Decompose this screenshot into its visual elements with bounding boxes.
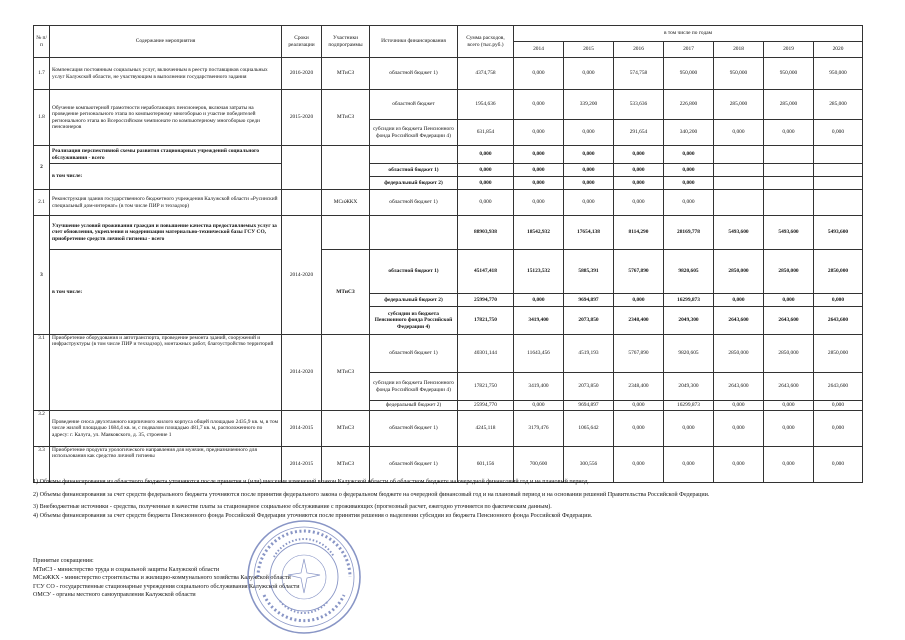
cell-value: 0,000 <box>714 401 764 411</box>
footnotes <box>33 478 863 520</box>
row-total: 4245,118 <box>458 411 514 447</box>
row-subtext: в том числе: <box>50 164 282 190</box>
row-participant: МТиСЗ <box>322 447 370 483</box>
cell-value: 0,000 <box>514 177 564 190</box>
table-header-row <box>34 26 863 42</box>
row-source: субсидии из бюджета Пенсионного фонда Российской Федерации 4) <box>370 307 458 335</box>
cell-value: 0,000 <box>514 190 564 216</box>
cell-value: 0,000 <box>514 164 564 177</box>
header-year: 2018 <box>714 42 764 58</box>
row-num: 2.1 <box>34 190 50 216</box>
cell-value: 0,000 <box>564 146 614 164</box>
row-total: 0,000 <box>458 190 514 216</box>
row-text: Улучшение условий проживания граждан и повышение качества предоставляемых услуг за счет обновления, укрепления и модернизации материально-технической базы ГСУ СО, приобретение средств личной гигиены - всего <box>50 216 282 250</box>
cell-value: 0,000 <box>664 146 714 164</box>
cell-value: 0,000 <box>514 146 564 164</box>
cell-value: 2643,600 <box>764 307 814 335</box>
cell-value: 5493,600 <box>714 216 764 250</box>
row-num: 3.2 <box>34 411 50 447</box>
cell-value: 0,000 <box>514 294 564 307</box>
cell-value: 0,000 <box>814 447 863 483</box>
row-source <box>370 146 458 164</box>
row-source: субсидии из бюджета Пенсионного фонда Российской Федерации 4) <box>370 120 458 146</box>
row-total: 631,854 <box>458 120 514 146</box>
row-text: Приобретение оборудования и автотранспорта, проведение ремонта зданий, сооружений и инфраструктуры (в том числе ПИР и техзадзор), монтажных работ, благоустройство территорий <box>50 335 282 411</box>
cell-value: 16299,873 <box>664 401 714 411</box>
row-text: Реконструкция здания государственного бюджетного учреждения Калужской области «Русинский специальный дом-интернат» (в том числе ПИР и техзадзор) <box>50 190 282 216</box>
row-term <box>282 146 322 190</box>
cell-value: 0,000 <box>564 177 614 190</box>
row-num: 1.8 <box>34 90 50 146</box>
cell-value: 285,000 <box>714 90 764 120</box>
row-total: 0,000 <box>458 177 514 190</box>
cell-value: 3419,400 <box>514 307 564 335</box>
cell-value: 0,000 <box>514 90 564 120</box>
row-source: областной бюджет 1) <box>370 411 458 447</box>
row-text: Реализация перспективной схемы развития стационарных учреждений социального обслуживания - всего <box>50 146 282 164</box>
row-total: 25994,770 <box>458 401 514 411</box>
cell-value: 2850,000 <box>714 335 764 373</box>
row-term: 2014-2020 <box>282 216 322 335</box>
table-row <box>34 190 863 216</box>
cell-value: 5767,890 <box>614 335 664 373</box>
row-text: Обучение компьютерной грамотности неработающих пенсионеров, включая затраты на проведение регионального этапа по компьютерному многоборью и участие победителей регионального этапа во Всероссийском чемпионате по компьютерному многоборью среди пенсионеров <box>50 90 282 146</box>
cell-value: 9694,897 <box>564 401 614 411</box>
row-num: 3.3 <box>34 447 50 483</box>
cell-value: 3179,476 <box>514 411 564 447</box>
cell-value: 300,556 <box>564 447 614 483</box>
row-total: 40301,144 <box>458 335 514 373</box>
row-source: областной бюджет 1) <box>370 447 458 483</box>
official-seal-stamp <box>244 517 364 637</box>
row-term: 2014-2015 <box>282 411 322 447</box>
cell-value: 0,000 <box>514 401 564 411</box>
cell-value: 0,000 <box>714 411 764 447</box>
cell-value: 2850,000 <box>764 335 814 373</box>
cell-value: 533,636 <box>614 90 664 120</box>
cell-value: 0,000 <box>614 411 664 447</box>
header-year: 2017 <box>664 42 714 58</box>
row-participant <box>322 216 370 250</box>
cell-value: 18542,932 <box>514 216 564 250</box>
cell-value: 0,000 <box>814 401 863 411</box>
table-row <box>34 164 863 177</box>
cell-value: 339,200 <box>564 90 614 120</box>
table-row <box>34 90 863 120</box>
row-text: Проведение сноса двухэтажного кирпичного жилого корпуса общей площадью 2435,9 кв. м, в том числе жилой площадью 1684,4 кв. м, с подвалом площадью 481,7 кв. м, расположенного по адресу: г. Калуга, ул. Маяковского, д. 35, строение 1 <box>50 411 282 447</box>
header-participants: Участники подпрограммы <box>322 26 370 58</box>
cell-value: 2643,600 <box>814 373 863 401</box>
cell-value: 0,000 <box>564 190 614 216</box>
cell-value: 17654,138 <box>564 216 614 250</box>
cell-value: 2643,600 <box>714 373 764 401</box>
footnote-3: 3) Внебюджетные источники - средства, полученные в качестве платы за стационарное социальное обслуживание с проживающих (прогнозный расчет, ежегодно уточняется по фактическим данным). <box>33 504 552 511</box>
cell-value: 950,000 <box>714 58 764 90</box>
cell-value: 2643,600 <box>764 373 814 401</box>
cell-value: 0,000 <box>664 447 714 483</box>
row-source: областной бюджет 1) <box>370 164 458 177</box>
abbreviation-item: МСиЖКХ - министерство строительства и жилищно-коммунального хозяйства Калужской области <box>33 575 291 582</box>
cell-value: 0,000 <box>614 294 664 307</box>
cell-value: 0,000 <box>614 177 664 190</box>
cell-value: 5885,391 <box>564 250 614 294</box>
cell-value: 0,000 <box>814 294 863 307</box>
cell-value: 0,000 <box>664 177 714 190</box>
cell-value: 9694,897 <box>564 294 614 307</box>
financing-table <box>33 25 863 483</box>
row-source: областной бюджет 1) <box>370 335 458 373</box>
cell-value: 226,800 <box>664 90 714 120</box>
cell-value: 0,000 <box>614 164 664 177</box>
cell-value: 1065,642 <box>564 411 614 447</box>
cell-value: 2348,400 <box>614 307 664 335</box>
row-participant: МТиСЗ <box>322 90 370 146</box>
cell-value: 950,000 <box>814 58 863 90</box>
cell-value: 0,000 <box>764 411 814 447</box>
cell-value: 574,758 <box>614 58 664 90</box>
cell-value: 0,000 <box>564 120 614 146</box>
header-year: 2015 <box>564 42 614 58</box>
cell-value: 0,000 <box>614 447 664 483</box>
cell-value: 291,654 <box>614 120 664 146</box>
table-row <box>34 335 863 373</box>
row-num: 1.7 <box>34 58 50 90</box>
row-source: федеральный бюджет 2) <box>370 401 458 411</box>
cell-value: 15123,532 <box>514 250 564 294</box>
cell-value: 0,000 <box>764 447 814 483</box>
cell-value: 0,000 <box>514 120 564 146</box>
cell-value: 0,000 <box>814 411 863 447</box>
cell-value: 950,000 <box>764 58 814 90</box>
cell-value: 0,000 <box>614 190 664 216</box>
cell-value: 8114,290 <box>614 216 664 250</box>
cell-value: 0,000 <box>714 294 764 307</box>
row-subtext: в том числе: <box>50 250 282 335</box>
row-participant: МТиСЗ <box>322 411 370 447</box>
header-content: Содержание мероприятия <box>50 26 282 58</box>
cell-value: 0,000 <box>764 401 814 411</box>
row-term: 2014-2015 <box>282 447 322 483</box>
abbreviation-item: МТиСЗ - министерство труда и социальной защиты Калужской области <box>33 566 220 573</box>
cell-value: 340,200 <box>664 120 714 146</box>
row-source: областной бюджет 1) <box>370 58 458 90</box>
cell-value: 285,000 <box>814 90 863 120</box>
cell-value: 0,000 <box>664 411 714 447</box>
row-source: субсидии из бюджета Пенсионного фонда Российской Федерации 4) <box>370 373 458 401</box>
row-total: 601,156 <box>458 447 514 483</box>
header-sources: Источники финансирования <box>370 26 458 58</box>
cell-value: 0,000 <box>614 401 664 411</box>
cell-value: 285,000 <box>764 90 814 120</box>
cell-value: 0,000 <box>564 164 614 177</box>
cell-value: 3419,400 <box>514 373 564 401</box>
cell-value: 2049,300 <box>664 307 714 335</box>
row-total: 17821,750 <box>458 373 514 401</box>
table-row <box>34 250 863 294</box>
header-total: Сумма расходов, всего (тыс.руб.) <box>458 26 514 58</box>
cell-value: 950,000 <box>664 58 714 90</box>
row-num: 3 <box>34 216 50 335</box>
row-participant: МТиСЗ <box>322 250 370 335</box>
header-year: 2016 <box>614 42 664 58</box>
row-term: 2015-2020 <box>282 90 322 146</box>
table-row <box>34 58 863 90</box>
row-num: 3.1 <box>34 335 50 411</box>
cell-value: 2049,300 <box>664 373 714 401</box>
row-total: 0,000 <box>458 164 514 177</box>
row-text: Компенсация постоянным социальных услуг, включенным в реестр поставщиков социальных услуг Калужской области, не участвующим в выполнении государственного задания <box>50 58 282 90</box>
cell-value: 2073,850 <box>564 373 614 401</box>
row-total: 45147,418 <box>458 250 514 294</box>
row-participant <box>322 146 370 190</box>
header-num: № п/п <box>34 26 50 58</box>
footnote-2: 2) Объемы финансирования за счет средств федерального бюджета уточняются после принятия федерального закона о федеральном бюджете на очередной финансовый год и на плановый период и на основании решений Правительства Российской Федерации. <box>33 491 710 498</box>
row-participant: МТиСЗ <box>322 58 370 90</box>
cell-value: 700,600 <box>514 447 564 483</box>
cell-value: 0,000 <box>514 58 564 90</box>
row-total: 0,000 <box>458 146 514 164</box>
cell-value: 2643,600 <box>714 307 764 335</box>
cell-value: 2850,000 <box>814 250 863 294</box>
table-row <box>34 216 863 250</box>
row-participant: МТиСЗ <box>322 335 370 411</box>
cell-value: 2850,000 <box>764 250 814 294</box>
cell-value: 2348,400 <box>614 373 664 401</box>
cell-value: 0,000 <box>764 294 814 307</box>
cell-value: 0,000 <box>614 146 664 164</box>
header-by-years: в том числе по годам <box>514 26 863 42</box>
cell-value: 2073,850 <box>564 307 614 335</box>
row-source: областной бюджет <box>370 90 458 120</box>
cell-value: 9820,605 <box>664 250 714 294</box>
header-terms: Сроки реализации <box>282 26 322 58</box>
abbreviation-item: ОМСУ - органы местного самоуправления Калужской области <box>33 592 196 599</box>
header-year: 2020 <box>814 42 863 58</box>
cell-value: 4519,193 <box>564 335 614 373</box>
row-source: федеральный бюджет 2) <box>370 294 458 307</box>
cell-value: 0,000 <box>814 120 863 146</box>
header-year: 2014 <box>514 42 564 58</box>
header-year: 2019 <box>764 42 814 58</box>
row-source <box>370 216 458 250</box>
row-term: 2014-2020 <box>282 335 322 411</box>
cell-value: 9820,605 <box>664 335 714 373</box>
cell-value: 0,000 <box>714 447 764 483</box>
row-source: областной бюджет 1) <box>370 250 458 294</box>
cell-value: 0,000 <box>664 190 714 216</box>
cell-value: 0,000 <box>564 58 614 90</box>
cell-value: 0,000 <box>764 120 814 146</box>
row-participant: МСиЖКХ <box>322 190 370 216</box>
row-total: 88903,938 <box>458 216 514 250</box>
footnote-4: 4) Объемы финансирования за счет средств бюджета Пенсионного фонда Российской Федерации уточняются после принятия решения о выделении субсидии из бюджета Пенсионного фонда Российской Федерации. <box>33 512 593 519</box>
cell-value: 5493,600 <box>764 216 814 250</box>
cell-value: 16299,873 <box>664 294 714 307</box>
row-text: Приобретение продукта урологического направления для мужчин, предназначенного для использования как средство личной гигиены <box>50 447 282 483</box>
cell-value: 5767,890 <box>614 250 664 294</box>
table-row <box>34 146 863 164</box>
row-term <box>282 190 322 216</box>
row-total: 25994,770 <box>458 294 514 307</box>
cell-value: 2850,000 <box>814 335 863 373</box>
cell-value: 5493,600 <box>814 216 863 250</box>
abbreviations-title: Принятые сокращения: <box>33 558 94 564</box>
cell-value: 0,000 <box>664 164 714 177</box>
row-total: 4374,758 <box>458 58 514 90</box>
cell-value: 2643,600 <box>814 307 863 335</box>
row-total: 1954,636 <box>458 90 514 120</box>
footnote-1: 1) Объемы финансирования из областного бюджета уточняются после принятия и (или) внесения изменений в закон Калужской области об областном бюджете на очередной финансовый год и на плановый период. <box>33 479 590 485</box>
cell-value: 11643,456 <box>514 335 564 373</box>
row-num: 2 <box>34 146 50 190</box>
row-total: 17821,750 <box>458 307 514 335</box>
row-source: федеральный бюджет 2) <box>370 177 458 190</box>
row-term: 2016-2020 <box>282 58 322 90</box>
cell-value: 0,000 <box>714 120 764 146</box>
row-source: областной бюджет 1) <box>370 190 458 216</box>
abbreviation-item: ГСУ СО - государственные стационарные учреждения социального обслуживания Калужской области <box>33 583 300 590</box>
table-row <box>34 411 863 447</box>
cell-value: 2850,000 <box>714 250 764 294</box>
cell-value: 28169,778 <box>664 216 714 250</box>
